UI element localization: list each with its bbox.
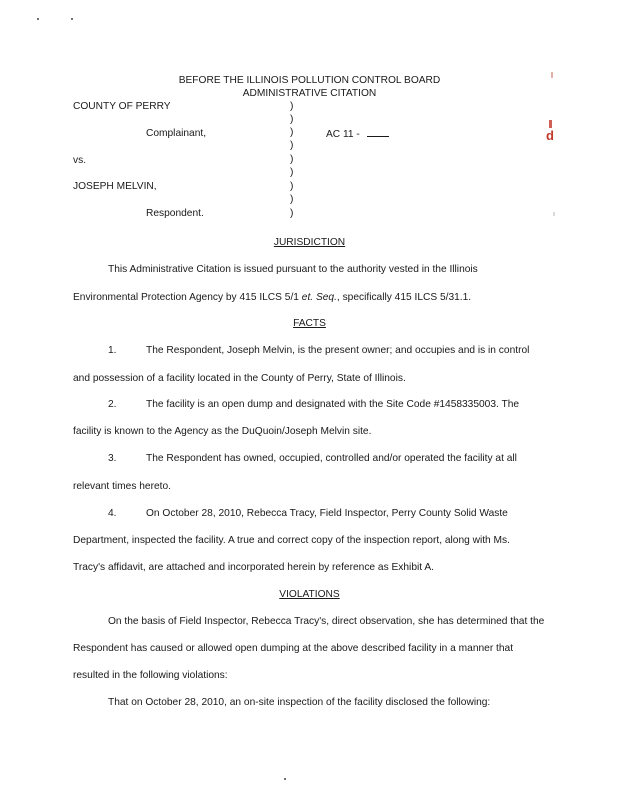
fact-line: The Respondent, Joseph Melvin, is the present owner; and occupies and is in control (146, 345, 530, 356)
fact-number: 4. (108, 508, 117, 519)
caption-county: COUNTY OF PERRY (73, 101, 171, 112)
caption-respondent: Respondent. (146, 208, 204, 219)
violations-line: Respondent has caused or allowed open dumping at the above described facility in a manner that (73, 643, 514, 654)
margin-mark (553, 212, 555, 216)
fact-line: The facility is an open dump and designated with the Site Code #1458335003. The (146, 399, 520, 410)
caption-vs: vs. (73, 155, 87, 166)
scan-speck (37, 18, 39, 20)
fact-line: facility is known to the Agency as the DuQuoin/Joseph Melvin site. (73, 426, 372, 437)
fact-line: relevant times hereto. (73, 481, 171, 492)
board-title: BEFORE THE ILLINOIS POLLUTION CONTROL BOARD (178, 75, 441, 86)
facts-heading: FACTS (293, 318, 326, 329)
fact-line: On October 28, 2010, Rebecca Tracy, Field Inspector, Perry County Solid Waste (146, 508, 508, 519)
caption-bracket: ) (290, 127, 294, 138)
fact-number: 3. (108, 453, 117, 464)
document-type: ADMINISTRATIVE CITATION (242, 88, 377, 99)
violations-line: That on October 28, 2010, an on-site inspection of the facility disclosed the following: (108, 697, 491, 708)
margin-stamp-letter: d (546, 128, 554, 143)
caption-respondent-name: JOSEPH MELVIN, (73, 181, 157, 192)
caption-bracket: ) (290, 114, 294, 125)
fact-number: 1. (108, 345, 117, 356)
margin-mark (549, 120, 552, 128)
caption-bracket: ) (290, 194, 294, 205)
caption-bracket: ) (290, 101, 294, 112)
caption-bracket: ) (290, 208, 294, 219)
caption-bracket: ) (290, 167, 294, 178)
scan-speck (284, 778, 286, 780)
fact-line: The Respondent has owned, occupied, controlled and/or operated the facility at all (146, 453, 517, 464)
jurisdiction-text: Environmental Protection Agency by 415 ILCS 5/1 (73, 292, 302, 303)
case-number (326, 128, 389, 141)
jurisdiction-line: This Administrative Citation is issued pursuant to the authority vested in the Illinois (108, 264, 478, 275)
caption-bracket: ) (290, 181, 294, 192)
case-number-blank (367, 128, 389, 137)
fact-line: Tracy's affidavit, are attached and incorporated herein by reference as Exhibit A. (73, 562, 434, 573)
scan-speck (71, 18, 73, 20)
caption-complainant: Complainant, (146, 128, 207, 139)
case-number-text: AC 11 - (326, 129, 360, 140)
fact-line: Department, inspected the facility. A true and correct copy of the inspection report, along with Ms. (73, 535, 510, 546)
fact-line: and possession of a facility located in the County of Perry, State of Illinois. (73, 373, 406, 384)
caption-bracket: ) (290, 154, 294, 165)
caption-bracket: ) (290, 140, 294, 151)
jurisdiction-text: , specifically 415 ILCS 5/31.1. (336, 292, 472, 303)
jurisdiction-citation: et. Seq. (301, 292, 337, 303)
violations-heading: VIOLATIONS (279, 589, 340, 600)
violations-line: resulted in the following violations: (73, 670, 228, 681)
jurisdiction-line (73, 292, 471, 304)
fact-number: 2. (108, 399, 117, 410)
jurisdiction-heading: JURISDICTION (273, 237, 346, 248)
violations-line: On the basis of Field Inspector, Rebecca Tracy's, direct observation, she has determined that the (108, 616, 545, 627)
